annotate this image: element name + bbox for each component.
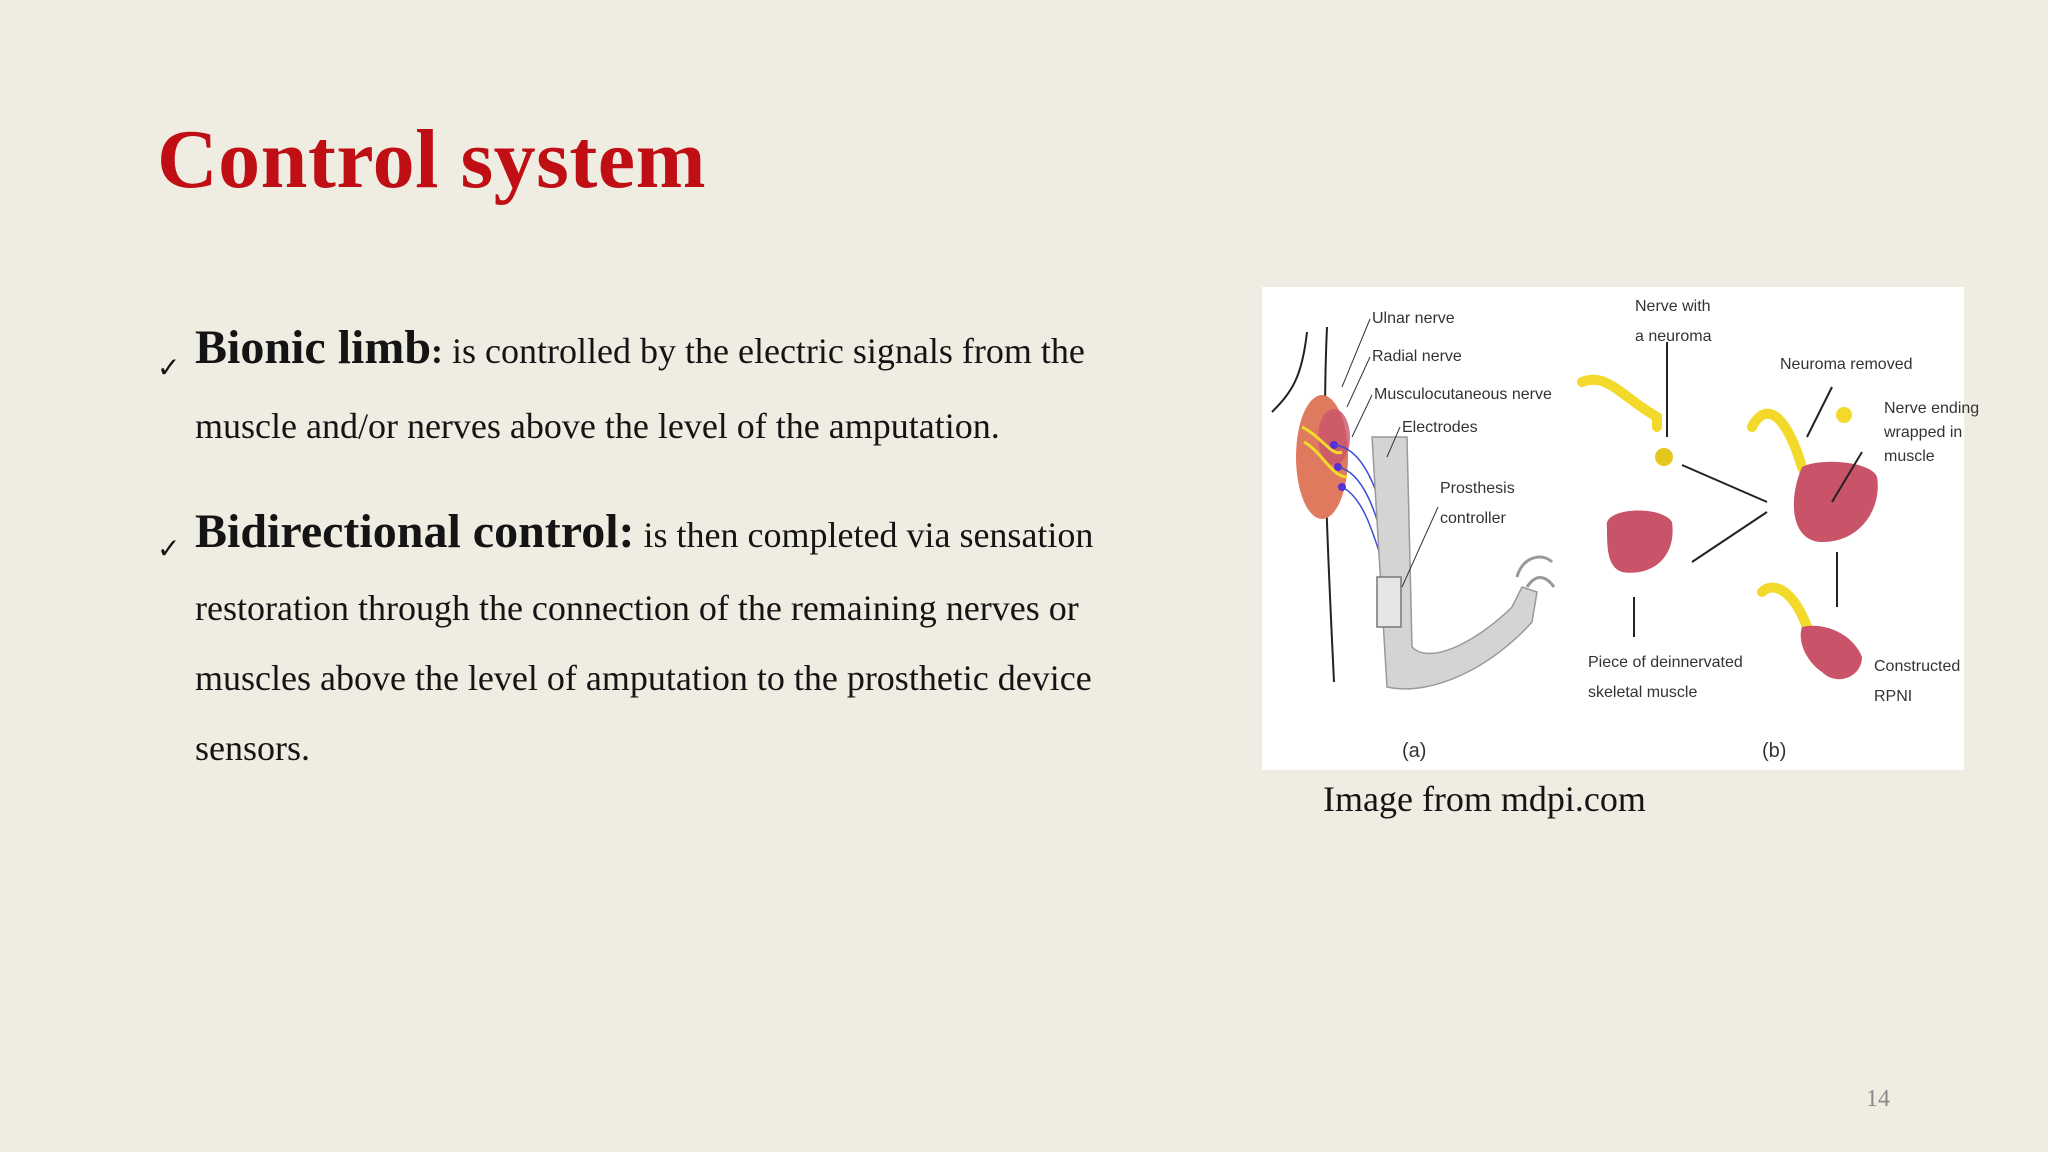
bullet-list — [157, 310, 1217, 783]
rpni-diagram — [1262, 287, 1980, 770]
label-nerve-ending-3: muscle — [1884, 448, 1935, 465]
bullet-term: Bidirectional control: — [195, 505, 635, 558]
neuroma-shape — [1655, 448, 1673, 466]
bullet-text-continued: muscle and/or nerves above the level of the amputation. — [195, 406, 1000, 446]
label-constructed-1: Constructed — [1874, 658, 1961, 675]
body-outline — [1272, 332, 1307, 412]
bullet-text: is then completed via sensation — [634, 515, 1094, 555]
bullet-line — [195, 310, 1217, 389]
slide-title: Control system — [157, 113, 707, 206]
bullet-colon: : — [431, 331, 444, 371]
constructed-rpni — [1801, 626, 1862, 679]
label-nerve-ending-2: wrapped in — [1884, 424, 1963, 441]
prosthesis-hand — [1517, 557, 1554, 587]
bullet-bidirectional-control — [157, 494, 1217, 783]
label-constructed-2: RPNI — [1874, 688, 1913, 705]
page-number: 14 — [1866, 1086, 1890, 1112]
bullet-line — [195, 494, 1217, 573]
label-neuroma-removed: Neuroma removed — [1780, 356, 1913, 373]
panel-label-a: (a) — [1402, 740, 1427, 762]
nerve-shape — [1762, 588, 1807, 627]
bullet-text-continued: sensors. — [195, 728, 310, 768]
bullet-term: Bionic limb — [195, 321, 432, 374]
bullet-text-continued: restoration through the connection of the remaining nerves or — [195, 588, 1079, 628]
wrapped-muscle — [1794, 462, 1878, 542]
label-nerve-with-2: a neuroma — [1635, 328, 1712, 345]
label-nerve-with-1: Nerve with — [1635, 298, 1711, 315]
figure-caption: Image from mdpi.com — [1323, 779, 1646, 819]
nerve-shape — [1752, 414, 1807, 477]
label-piece-2: skeletal muscle — [1588, 684, 1698, 701]
checkmark-icon: ✓ — [157, 532, 181, 565]
label-electrodes: Electrodes — [1402, 419, 1478, 436]
nerve-with-neuroma — [1582, 380, 1657, 427]
label-radial-nerve: Radial nerve — [1372, 348, 1462, 365]
bullet-text: is controlled by the electric signals from the — [443, 331, 1085, 371]
label-musculocutaneous-nerve: Musculocutaneous nerve — [1374, 386, 1552, 403]
arrow-line — [1807, 387, 1832, 437]
muscle-shape — [1318, 409, 1350, 465]
label-ulnar-nerve: Ulnar nerve — [1372, 310, 1455, 327]
label-prosthesis-2: controller — [1440, 510, 1506, 527]
label-nerve-ending-1: Nerve ending — [1884, 400, 1980, 417]
removed-neuroma — [1836, 407, 1852, 423]
label-piece-1: Piece of deinnervated — [1588, 654, 1743, 671]
rpni-diagram-image — [1262, 287, 1980, 770]
bullet-bionic-limb — [157, 310, 1217, 464]
label-prosthesis-1: Prosthesis — [1440, 480, 1515, 497]
arrow-line — [1682, 465, 1767, 562]
bullet-text-continued: muscles above the level of amputation to the prosthetic device — [195, 658, 1092, 698]
checkmark-icon: ✓ — [157, 351, 181, 384]
panel-label-b: (b) — [1762, 740, 1787, 762]
deinnervated-muscle — [1607, 511, 1673, 573]
prosthesis-arm — [1372, 437, 1537, 689]
prosthesis-controller — [1377, 577, 1401, 627]
